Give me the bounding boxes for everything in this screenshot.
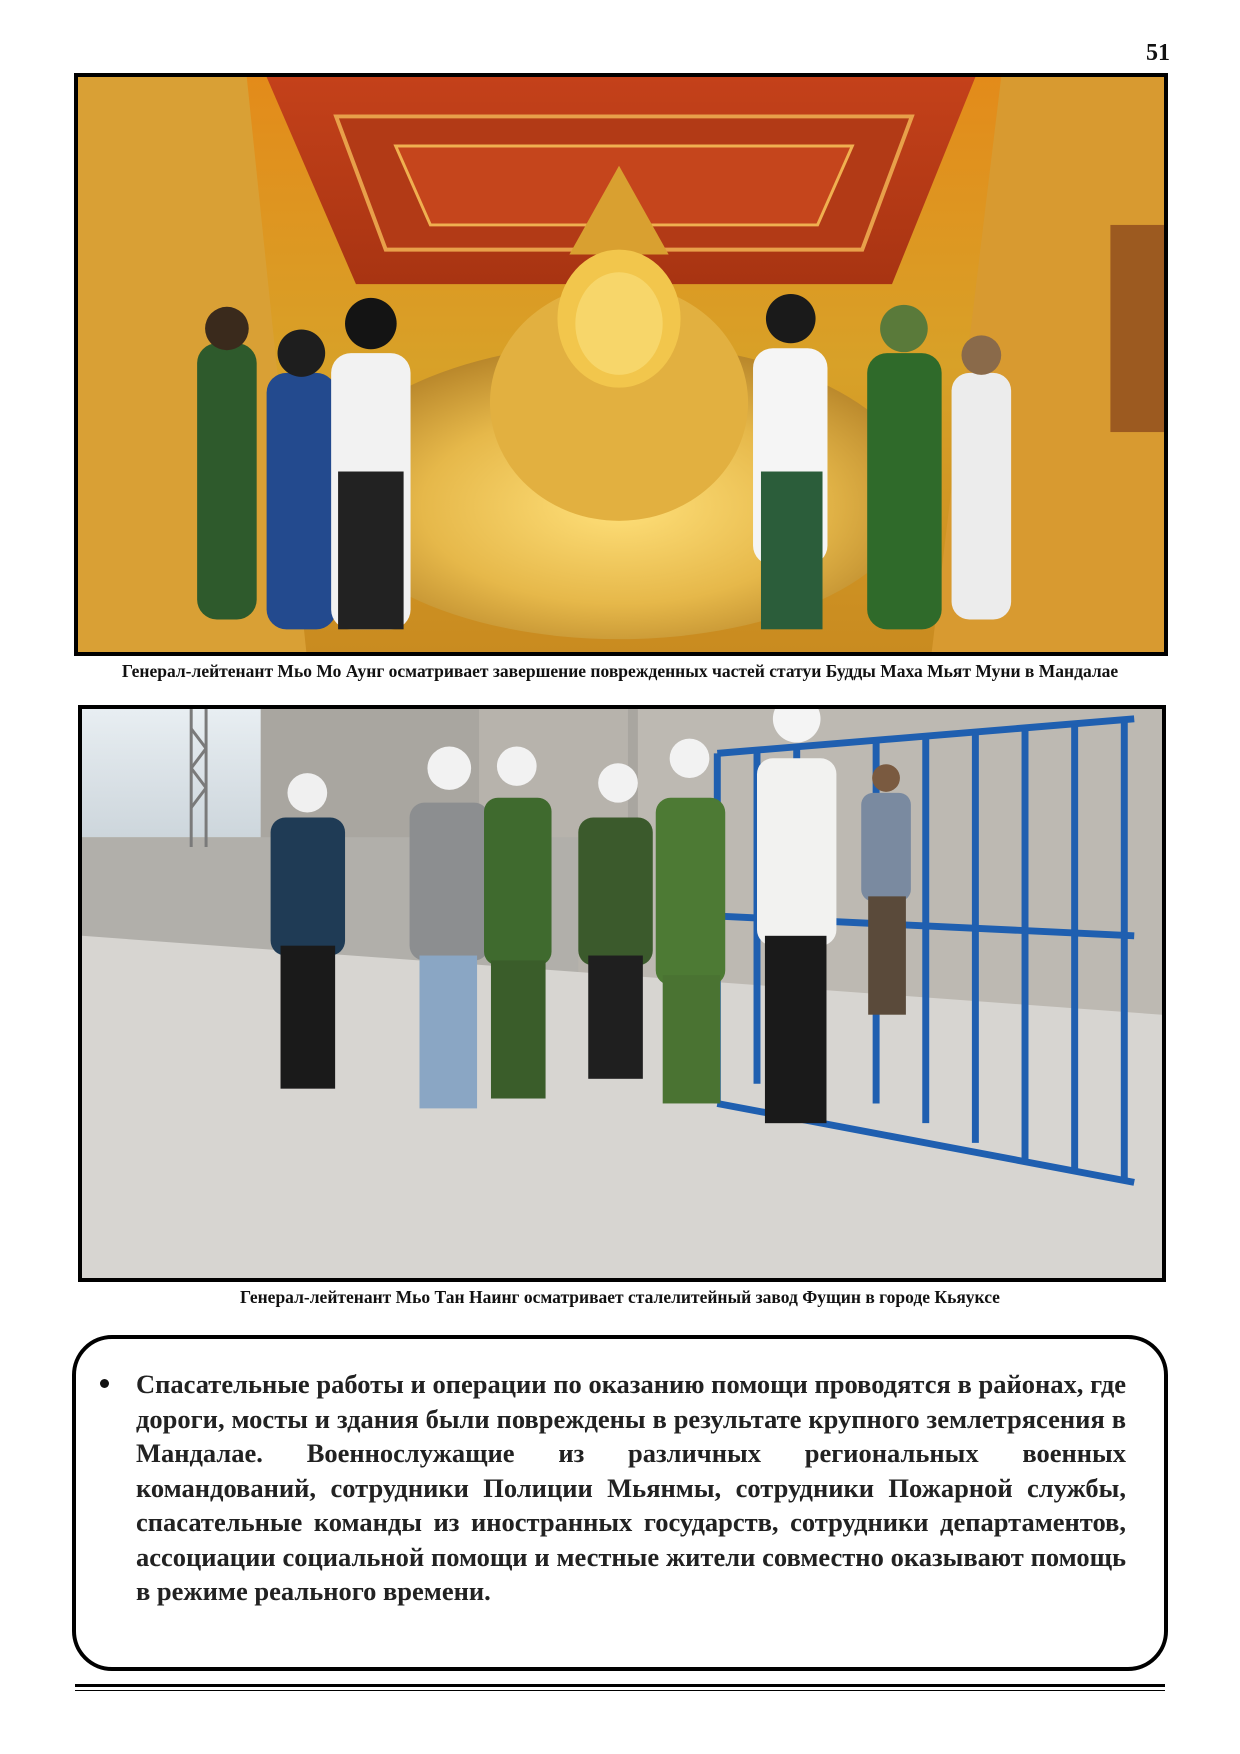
steel-plant-inspection-photo [78,705,1166,1282]
footer-divider [75,1684,1165,1687]
buddha-photo-caption: Генерал-лейтенант Мьо Мо Аунг осматривает завершение поврежденных частей статуи Будды Маха Мьят Муни в Мандалае [121,661,1119,681]
info-box [72,1335,1168,1671]
info-paragraph: Спасательные работы и операции по оказанию помощи проводятся в районах, где дороги, мосты и здания были повреждены в результате крупного землетрясения в Мандалае. Военнослужащие из различных региональных военных командований, сотрудники Полиции Мьянмы, сотрудники Пожарной службы, спасательные команды из иностранных государств, сотрудники департаментов, ассоциации социальной помощи и местные жители совместно оказывают помощь в режиме реального времени. [136,1369,1126,1606]
steel-plant-photo-caption: Генерал-лейтенант Мьо Тан Наинг осматривает сталелитейный завод Фущин в городе Кьяуксе [240,1287,1000,1307]
buddha-statue-image [78,77,1164,652]
steel-plant-image [82,709,1162,1278]
buddha-statue-photo [74,73,1168,656]
page-number: 51 [1146,40,1170,66]
footer-divider-thin [75,1690,1165,1691]
bullet-icon [100,1379,109,1388]
